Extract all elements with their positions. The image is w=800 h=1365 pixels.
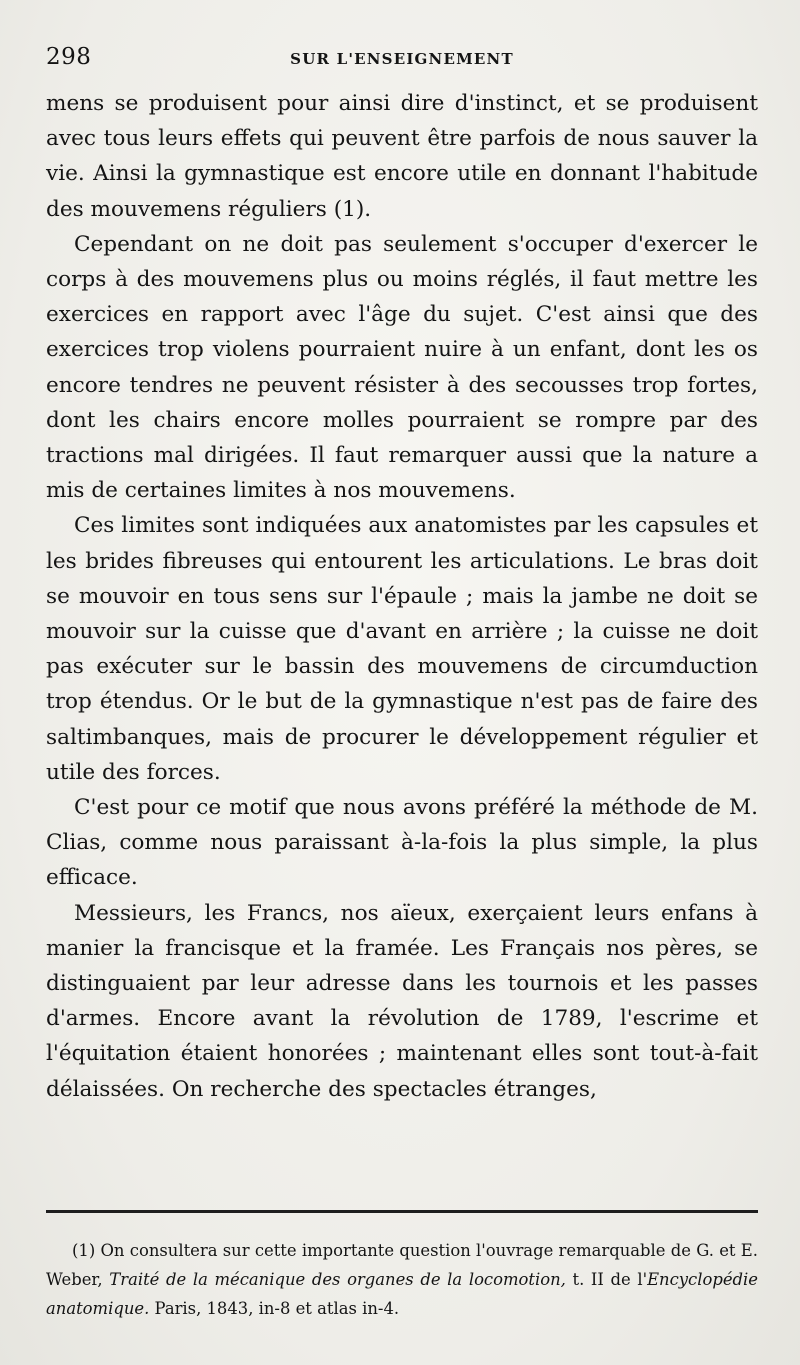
- footnote-text-after: Paris, 1843, in-8 et atlas in-4.: [154, 1299, 400, 1318]
- body-text: [46, 86, 758, 1107]
- running-head: SUR L'ENSEIGNEMENT: [290, 50, 514, 68]
- paragraph: Ces limites sont indiquées aux anatomistes par les capsules et les brides fibreuses qui entourent les articulations. Le bras doit se mouvoir en tous sens sur l'épaule ; mais la jambe ne doit se mouvoir sur la cuisse que d'avant en arrière ; la cuisse ne doit pas exécuter sur le bassin des mouvemens de circumduction trop étendus. Or le but de la gymnastique n'est pas de faire des saltimbanques, mais de procurer le développement régulier et utile des forces.: [46, 513, 758, 785]
- footnote-text: On consultera sur cette importante question l'ouvrage remarquable de G. et E. Weber,: [46, 1241, 758, 1289]
- footnote: [46, 1236, 758, 1323]
- paragraph: C'est pour ce motif que nous avons préféré la méthode de M. Clias, comme nous paraissant à-la-fois la plus simple, la plus efficace.: [46, 795, 758, 891]
- footnote-work: Encyclopédie anatomique.: [46, 1270, 758, 1318]
- paragraph-continued: mens se produisent pour ainsi dire d'instinct, et se produisent avec tous leurs effets qui peuvent être parfois de nous sauver la vie. Ainsi la gymnastique est encore utile en donnant l'habitude des mouvemens réguliers (1).: [46, 91, 758, 222]
- footnote-text-middle: t. II de l': [572, 1270, 648, 1289]
- paragraph: Messieurs, les Francs, nos aïeux, exerçaient leurs enfans à manier la francisque et la framée. Les Français nos pères, se distinguaient par leur adresse dans les tournois et les passes d'armes. Encore avant la révolution de 1789, l'escrime et l'équitation étaient honorées ; maintenant elles sont tout-à-fait délaissées. On recherche des spectacles étranges,: [46, 900, 758, 1102]
- page-header: [46, 40, 758, 74]
- footnote-rule: [46, 1210, 758, 1213]
- footnote-marker: (1): [72, 1241, 96, 1260]
- paragraph: Cependant on ne doit pas seulement s'occuper d'exercer le corps à des mouvemens plus ou moins réglés, il faut mettre les exercices en rapport avec l'âge du sujet. C'est ainsi que des exercices trop violens pourraient nuire à un enfant, dont les os encore tendres ne peuvent résister à des secousses trop fortes, dont les chairs encore molles pourraient se rompre par des tractions mal dirigées. Il faut remarquer aussi que la nature a mis de certaines limites à nos mouvemens.: [46, 231, 758, 504]
- footnote-title: Traité de la mécanique des organes de la locomotion,: [109, 1270, 566, 1289]
- page-number: 298: [46, 44, 92, 70]
